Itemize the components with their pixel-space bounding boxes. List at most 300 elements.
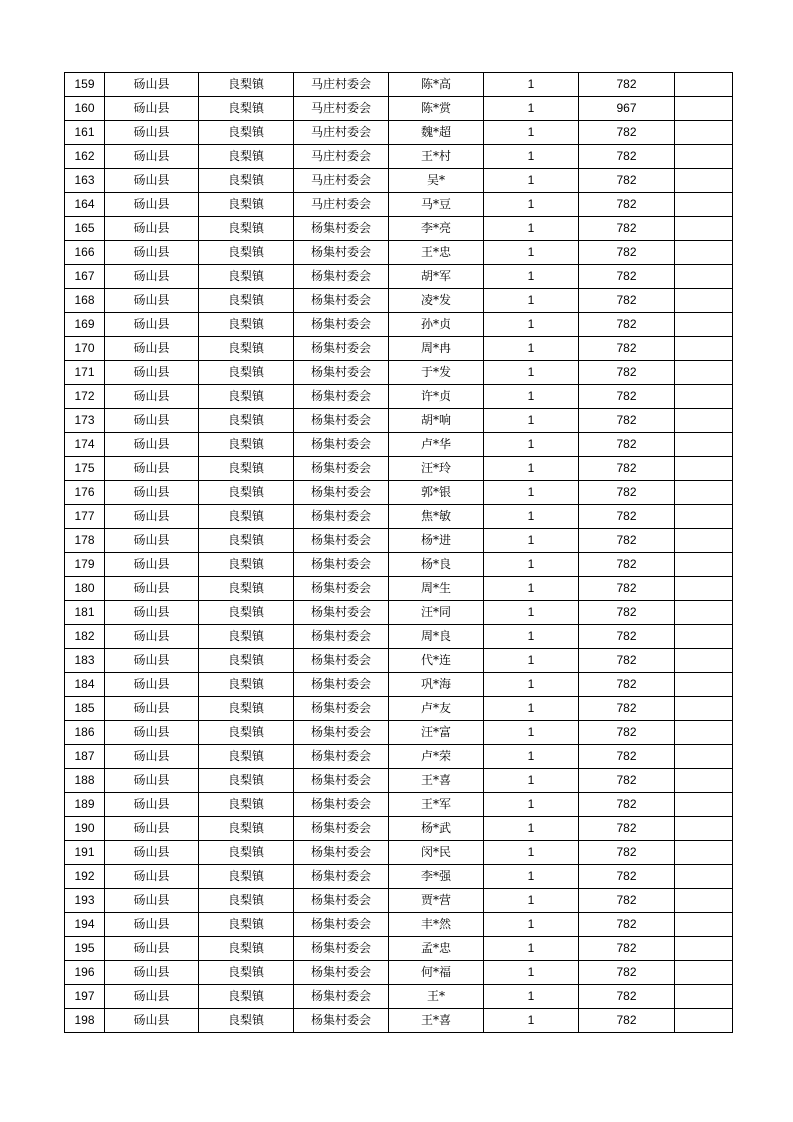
cell-village: 杨集村委会 bbox=[294, 1009, 389, 1033]
cell-index: 167 bbox=[65, 265, 105, 289]
cell-index: 189 bbox=[65, 793, 105, 817]
cell-remark bbox=[675, 697, 733, 721]
cell-count: 1 bbox=[484, 625, 579, 649]
cell-name: 孟*忠 bbox=[389, 937, 484, 961]
cell-village: 杨集村委会 bbox=[294, 241, 389, 265]
cell-count: 1 bbox=[484, 697, 579, 721]
cell-county: 砀山县 bbox=[105, 577, 199, 601]
cell-amount: 782 bbox=[579, 337, 675, 361]
cell-name: 何*福 bbox=[389, 961, 484, 985]
cell-county: 砀山县 bbox=[105, 217, 199, 241]
cell-amount: 782 bbox=[579, 889, 675, 913]
table-row bbox=[65, 745, 733, 769]
table-row bbox=[65, 361, 733, 385]
cell-index: 180 bbox=[65, 577, 105, 601]
cell-index: 163 bbox=[65, 169, 105, 193]
cell-village: 杨集村委会 bbox=[294, 817, 389, 841]
cell-index: 168 bbox=[65, 289, 105, 313]
cell-town: 良梨镇 bbox=[199, 289, 294, 313]
cell-index: 196 bbox=[65, 961, 105, 985]
cell-name: 马*豆 bbox=[389, 193, 484, 217]
cell-name: 周*冉 bbox=[389, 337, 484, 361]
table-row bbox=[65, 169, 733, 193]
cell-village: 杨集村委会 bbox=[294, 673, 389, 697]
cell-count: 1 bbox=[484, 145, 579, 169]
cell-town: 良梨镇 bbox=[199, 265, 294, 289]
cell-county: 砀山县 bbox=[105, 313, 199, 337]
table-row bbox=[65, 409, 733, 433]
cell-name: 卢*荣 bbox=[389, 745, 484, 769]
table-row bbox=[65, 625, 733, 649]
table-row bbox=[65, 673, 733, 697]
cell-name: 闵*民 bbox=[389, 841, 484, 865]
cell-count: 1 bbox=[484, 265, 579, 289]
cell-name: 王*村 bbox=[389, 145, 484, 169]
cell-count: 1 bbox=[484, 217, 579, 241]
cell-count: 1 bbox=[484, 193, 579, 217]
cell-remark bbox=[675, 745, 733, 769]
cell-count: 1 bbox=[484, 841, 579, 865]
cell-amount: 782 bbox=[579, 481, 675, 505]
cell-amount: 782 bbox=[579, 697, 675, 721]
cell-county: 砀山县 bbox=[105, 673, 199, 697]
cell-village: 马庄村委会 bbox=[294, 193, 389, 217]
cell-index: 193 bbox=[65, 889, 105, 913]
cell-remark bbox=[675, 769, 733, 793]
cell-count: 1 bbox=[484, 337, 579, 361]
cell-index: 179 bbox=[65, 553, 105, 577]
cell-amount: 782 bbox=[579, 265, 675, 289]
cell-county: 砀山县 bbox=[105, 97, 199, 121]
cell-name: 陈*高 bbox=[389, 73, 484, 97]
cell-remark bbox=[675, 577, 733, 601]
cell-remark bbox=[675, 721, 733, 745]
cell-town: 良梨镇 bbox=[199, 73, 294, 97]
cell-count: 1 bbox=[484, 577, 579, 601]
cell-index: 170 bbox=[65, 337, 105, 361]
cell-village: 杨集村委会 bbox=[294, 217, 389, 241]
cell-remark bbox=[675, 793, 733, 817]
cell-name: 吴* bbox=[389, 169, 484, 193]
cell-remark bbox=[675, 1009, 733, 1033]
cell-county: 砀山县 bbox=[105, 193, 199, 217]
cell-name: 丰*然 bbox=[389, 913, 484, 937]
cell-remark bbox=[675, 433, 733, 457]
cell-county: 砀山县 bbox=[105, 121, 199, 145]
cell-index: 190 bbox=[65, 817, 105, 841]
cell-town: 良梨镇 bbox=[199, 121, 294, 145]
cell-count: 1 bbox=[484, 721, 579, 745]
cell-remark bbox=[675, 481, 733, 505]
cell-amount: 782 bbox=[579, 817, 675, 841]
cell-amount: 782 bbox=[579, 121, 675, 145]
table-row bbox=[65, 193, 733, 217]
cell-town: 良梨镇 bbox=[199, 937, 294, 961]
cell-county: 砀山县 bbox=[105, 865, 199, 889]
cell-town: 良梨镇 bbox=[199, 169, 294, 193]
cell-index: 187 bbox=[65, 745, 105, 769]
cell-count: 1 bbox=[484, 889, 579, 913]
cell-name: 郭*银 bbox=[389, 481, 484, 505]
cell-county: 砀山县 bbox=[105, 937, 199, 961]
table-row bbox=[65, 649, 733, 673]
cell-index: 159 bbox=[65, 73, 105, 97]
cell-town: 良梨镇 bbox=[199, 577, 294, 601]
cell-amount: 782 bbox=[579, 961, 675, 985]
cell-amount: 782 bbox=[579, 361, 675, 385]
cell-name: 王* bbox=[389, 985, 484, 1009]
cell-name: 巩*海 bbox=[389, 673, 484, 697]
cell-name: 周*生 bbox=[389, 577, 484, 601]
cell-county: 砀山县 bbox=[105, 769, 199, 793]
cell-amount: 782 bbox=[579, 241, 675, 265]
table-row bbox=[65, 937, 733, 961]
cell-village: 杨集村委会 bbox=[294, 361, 389, 385]
cell-name: 陈*赏 bbox=[389, 97, 484, 121]
cell-amount: 782 bbox=[579, 433, 675, 457]
cell-count: 1 bbox=[484, 73, 579, 97]
cell-count: 1 bbox=[484, 865, 579, 889]
cell-remark bbox=[675, 457, 733, 481]
cell-county: 砀山县 bbox=[105, 745, 199, 769]
cell-village: 杨集村委会 bbox=[294, 745, 389, 769]
cell-count: 1 bbox=[484, 961, 579, 985]
cell-town: 良梨镇 bbox=[199, 457, 294, 481]
cell-name: 周*良 bbox=[389, 625, 484, 649]
table-row bbox=[65, 145, 733, 169]
cell-name: 杨*武 bbox=[389, 817, 484, 841]
cell-index: 164 bbox=[65, 193, 105, 217]
cell-remark bbox=[675, 313, 733, 337]
cell-remark bbox=[675, 865, 733, 889]
cell-town: 良梨镇 bbox=[199, 817, 294, 841]
cell-index: 181 bbox=[65, 601, 105, 625]
cell-remark bbox=[675, 937, 733, 961]
table-row bbox=[65, 769, 733, 793]
cell-name: 王*喜 bbox=[389, 769, 484, 793]
cell-name: 焦*敏 bbox=[389, 505, 484, 529]
cell-county: 砀山县 bbox=[105, 265, 199, 289]
cell-county: 砀山县 bbox=[105, 841, 199, 865]
cell-index: 195 bbox=[65, 937, 105, 961]
cell-town: 良梨镇 bbox=[199, 553, 294, 577]
cell-index: 174 bbox=[65, 433, 105, 457]
cell-town: 良梨镇 bbox=[199, 865, 294, 889]
cell-county: 砀山县 bbox=[105, 961, 199, 985]
cell-amount: 782 bbox=[579, 553, 675, 577]
cell-count: 1 bbox=[484, 913, 579, 937]
cell-amount: 782 bbox=[579, 937, 675, 961]
cell-name: 杨*良 bbox=[389, 553, 484, 577]
cell-village: 杨集村委会 bbox=[294, 889, 389, 913]
cell-county: 砀山县 bbox=[105, 817, 199, 841]
cell-county: 砀山县 bbox=[105, 73, 199, 97]
cell-remark bbox=[675, 649, 733, 673]
cell-index: 162 bbox=[65, 145, 105, 169]
cell-name: 贾*营 bbox=[389, 889, 484, 913]
cell-amount: 782 bbox=[579, 721, 675, 745]
cell-remark bbox=[675, 889, 733, 913]
cell-remark bbox=[675, 145, 733, 169]
cell-amount: 782 bbox=[579, 769, 675, 793]
table-row bbox=[65, 433, 733, 457]
table-row bbox=[65, 289, 733, 313]
cell-amount: 782 bbox=[579, 385, 675, 409]
cell-amount: 782 bbox=[579, 1009, 675, 1033]
cell-count: 1 bbox=[484, 769, 579, 793]
cell-index: 165 bbox=[65, 217, 105, 241]
cell-index: 192 bbox=[65, 865, 105, 889]
cell-amount: 782 bbox=[579, 577, 675, 601]
cell-amount: 782 bbox=[579, 193, 675, 217]
cell-amount: 782 bbox=[579, 529, 675, 553]
cell-index: 166 bbox=[65, 241, 105, 265]
cell-name: 凌*发 bbox=[389, 289, 484, 313]
table-row bbox=[65, 217, 733, 241]
table-row bbox=[65, 265, 733, 289]
cell-village: 杨集村委会 bbox=[294, 505, 389, 529]
cell-amount: 782 bbox=[579, 673, 675, 697]
cell-town: 良梨镇 bbox=[199, 913, 294, 937]
cell-name: 许*贞 bbox=[389, 385, 484, 409]
cell-index: 161 bbox=[65, 121, 105, 145]
cell-count: 1 bbox=[484, 241, 579, 265]
cell-remark bbox=[675, 673, 733, 697]
cell-amount: 782 bbox=[579, 649, 675, 673]
cell-town: 良梨镇 bbox=[199, 313, 294, 337]
cell-village: 马庄村委会 bbox=[294, 73, 389, 97]
cell-county: 砀山县 bbox=[105, 697, 199, 721]
cell-village: 杨集村委会 bbox=[294, 577, 389, 601]
cell-count: 1 bbox=[484, 817, 579, 841]
table-body bbox=[65, 73, 733, 1033]
cell-remark bbox=[675, 985, 733, 1009]
cell-county: 砀山县 bbox=[105, 385, 199, 409]
cell-amount: 782 bbox=[579, 793, 675, 817]
cell-count: 1 bbox=[484, 169, 579, 193]
table-row bbox=[65, 601, 733, 625]
table-row bbox=[65, 457, 733, 481]
cell-town: 良梨镇 bbox=[199, 433, 294, 457]
cell-town: 良梨镇 bbox=[199, 145, 294, 169]
cell-county: 砀山县 bbox=[105, 985, 199, 1009]
cell-count: 1 bbox=[484, 313, 579, 337]
cell-amount: 782 bbox=[579, 841, 675, 865]
cell-count: 1 bbox=[484, 937, 579, 961]
cell-name: 汪*富 bbox=[389, 721, 484, 745]
cell-amount: 967 bbox=[579, 97, 675, 121]
cell-remark bbox=[675, 817, 733, 841]
cell-town: 良梨镇 bbox=[199, 601, 294, 625]
cell-name: 汪*同 bbox=[389, 601, 484, 625]
cell-index: 185 bbox=[65, 697, 105, 721]
table-row bbox=[65, 73, 733, 97]
table-row bbox=[65, 529, 733, 553]
cell-count: 1 bbox=[484, 289, 579, 313]
cell-remark bbox=[675, 169, 733, 193]
cell-name: 胡*军 bbox=[389, 265, 484, 289]
cell-count: 1 bbox=[484, 649, 579, 673]
cell-county: 砀山县 bbox=[105, 1009, 199, 1033]
cell-town: 良梨镇 bbox=[199, 529, 294, 553]
cell-village: 杨集村委会 bbox=[294, 793, 389, 817]
cell-county: 砀山县 bbox=[105, 169, 199, 193]
table-row bbox=[65, 337, 733, 361]
cell-town: 良梨镇 bbox=[199, 1009, 294, 1033]
cell-index: 188 bbox=[65, 769, 105, 793]
cell-amount: 782 bbox=[579, 217, 675, 241]
cell-town: 良梨镇 bbox=[199, 769, 294, 793]
cell-county: 砀山县 bbox=[105, 337, 199, 361]
cell-remark bbox=[675, 73, 733, 97]
cell-count: 1 bbox=[484, 553, 579, 577]
cell-town: 良梨镇 bbox=[199, 721, 294, 745]
cell-amount: 782 bbox=[579, 169, 675, 193]
cell-remark bbox=[675, 265, 733, 289]
cell-village: 杨集村委会 bbox=[294, 481, 389, 505]
cell-village: 马庄村委会 bbox=[294, 121, 389, 145]
cell-count: 1 bbox=[484, 385, 579, 409]
cell-remark bbox=[675, 289, 733, 313]
cell-index: 183 bbox=[65, 649, 105, 673]
cell-count: 1 bbox=[484, 505, 579, 529]
cell-index: 176 bbox=[65, 481, 105, 505]
cell-remark bbox=[675, 601, 733, 625]
cell-town: 良梨镇 bbox=[199, 97, 294, 121]
table-row bbox=[65, 577, 733, 601]
cell-village: 杨集村委会 bbox=[294, 865, 389, 889]
table-row bbox=[65, 553, 733, 577]
cell-county: 砀山县 bbox=[105, 721, 199, 745]
record-table bbox=[64, 72, 733, 1033]
cell-county: 砀山县 bbox=[105, 433, 199, 457]
table-row bbox=[65, 121, 733, 145]
cell-village: 杨集村委会 bbox=[294, 697, 389, 721]
cell-amount: 782 bbox=[579, 601, 675, 625]
cell-town: 良梨镇 bbox=[199, 697, 294, 721]
cell-name: 代*连 bbox=[389, 649, 484, 673]
cell-village: 杨集村委会 bbox=[294, 601, 389, 625]
cell-index: 197 bbox=[65, 985, 105, 1009]
cell-name: 于*发 bbox=[389, 361, 484, 385]
cell-amount: 782 bbox=[579, 745, 675, 769]
cell-name: 魏*超 bbox=[389, 121, 484, 145]
cell-name: 王*军 bbox=[389, 793, 484, 817]
cell-town: 良梨镇 bbox=[199, 889, 294, 913]
cell-county: 砀山县 bbox=[105, 601, 199, 625]
cell-village: 杨集村委会 bbox=[294, 649, 389, 673]
cell-county: 砀山县 bbox=[105, 145, 199, 169]
table-row bbox=[65, 97, 733, 121]
table-row bbox=[65, 793, 733, 817]
table-row bbox=[65, 481, 733, 505]
cell-town: 良梨镇 bbox=[199, 985, 294, 1009]
table-row bbox=[65, 721, 733, 745]
cell-amount: 782 bbox=[579, 73, 675, 97]
cell-town: 良梨镇 bbox=[199, 793, 294, 817]
table-row bbox=[65, 961, 733, 985]
cell-name: 杨*进 bbox=[389, 529, 484, 553]
cell-index: 175 bbox=[65, 457, 105, 481]
cell-index: 169 bbox=[65, 313, 105, 337]
cell-remark bbox=[675, 241, 733, 265]
table-row bbox=[65, 889, 733, 913]
cell-village: 马庄村委会 bbox=[294, 169, 389, 193]
cell-count: 1 bbox=[484, 409, 579, 433]
cell-village: 杨集村委会 bbox=[294, 985, 389, 1009]
cell-amount: 782 bbox=[579, 865, 675, 889]
cell-amount: 782 bbox=[579, 913, 675, 937]
cell-village: 杨集村委会 bbox=[294, 937, 389, 961]
cell-village: 杨集村委会 bbox=[294, 553, 389, 577]
cell-county: 砀山县 bbox=[105, 409, 199, 433]
cell-amount: 782 bbox=[579, 409, 675, 433]
cell-count: 1 bbox=[484, 529, 579, 553]
cell-index: 171 bbox=[65, 361, 105, 385]
cell-remark bbox=[675, 529, 733, 553]
cell-county: 砀山县 bbox=[105, 457, 199, 481]
cell-index: 198 bbox=[65, 1009, 105, 1033]
cell-town: 良梨镇 bbox=[199, 505, 294, 529]
cell-amount: 782 bbox=[579, 505, 675, 529]
cell-county: 砀山县 bbox=[105, 625, 199, 649]
cell-county: 砀山县 bbox=[105, 289, 199, 313]
cell-town: 良梨镇 bbox=[199, 841, 294, 865]
cell-remark bbox=[675, 841, 733, 865]
cell-village: 杨集村委会 bbox=[294, 337, 389, 361]
cell-index: 182 bbox=[65, 625, 105, 649]
cell-amount: 782 bbox=[579, 457, 675, 481]
cell-town: 良梨镇 bbox=[199, 385, 294, 409]
table-row bbox=[65, 505, 733, 529]
cell-amount: 782 bbox=[579, 313, 675, 337]
cell-town: 良梨镇 bbox=[199, 193, 294, 217]
cell-county: 砀山县 bbox=[105, 649, 199, 673]
cell-remark bbox=[675, 385, 733, 409]
cell-count: 1 bbox=[484, 433, 579, 457]
cell-county: 砀山县 bbox=[105, 553, 199, 577]
cell-index: 191 bbox=[65, 841, 105, 865]
cell-count: 1 bbox=[484, 121, 579, 145]
cell-index: 184 bbox=[65, 673, 105, 697]
table-row bbox=[65, 697, 733, 721]
cell-count: 1 bbox=[484, 601, 579, 625]
table-row bbox=[65, 313, 733, 337]
cell-town: 良梨镇 bbox=[199, 745, 294, 769]
table-row bbox=[65, 385, 733, 409]
cell-name: 李*亮 bbox=[389, 217, 484, 241]
cell-count: 1 bbox=[484, 985, 579, 1009]
cell-remark bbox=[675, 961, 733, 985]
cell-village: 杨集村委会 bbox=[294, 961, 389, 985]
cell-remark bbox=[675, 217, 733, 241]
cell-village: 杨集村委会 bbox=[294, 457, 389, 481]
cell-name: 王*喜 bbox=[389, 1009, 484, 1033]
cell-remark bbox=[675, 193, 733, 217]
cell-name: 卢*华 bbox=[389, 433, 484, 457]
cell-count: 1 bbox=[484, 481, 579, 505]
cell-county: 砀山县 bbox=[105, 505, 199, 529]
cell-name: 胡*响 bbox=[389, 409, 484, 433]
cell-name: 孙*贞 bbox=[389, 313, 484, 337]
cell-town: 良梨镇 bbox=[199, 217, 294, 241]
cell-remark bbox=[675, 97, 733, 121]
cell-remark bbox=[675, 361, 733, 385]
cell-village: 杨集村委会 bbox=[294, 409, 389, 433]
table-row bbox=[65, 1009, 733, 1033]
cell-town: 良梨镇 bbox=[199, 625, 294, 649]
cell-town: 良梨镇 bbox=[199, 481, 294, 505]
